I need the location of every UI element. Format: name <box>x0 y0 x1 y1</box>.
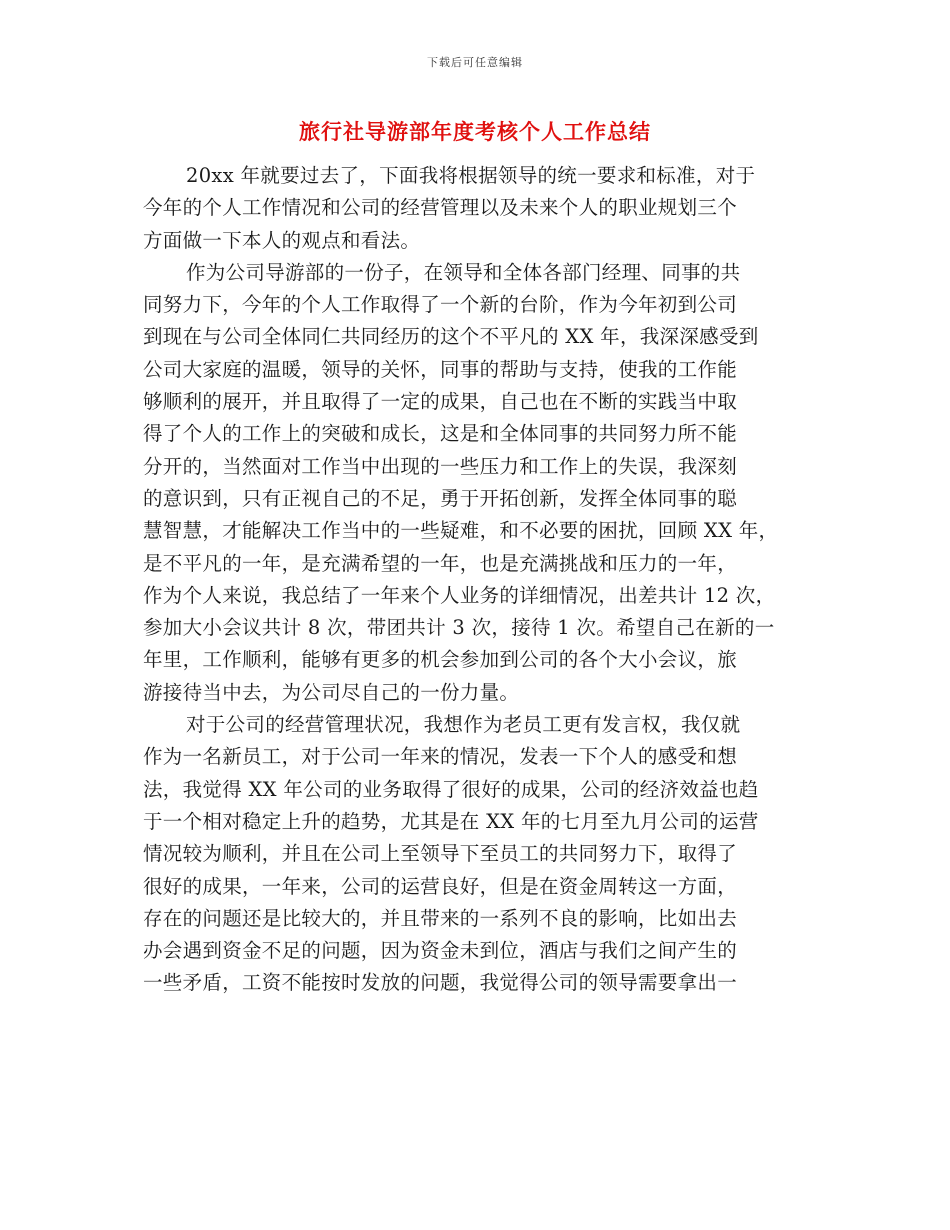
paragraph-3-line-3: 法，我觉得 XX 年公司的业务取得了很好的成果，公司的经济效益也趋 <box>143 777 759 801</box>
paragraph-2-line-13: 年里，工作顺利，能够有更多的机会参加到公司的各个大小会议，旅 <box>143 648 738 672</box>
document-body <box>143 160 810 1000</box>
paragraph-2-line-6: 得了个人的工作上的突破和成长，这是和全体同事的共同努力所不能 <box>143 422 738 446</box>
paragraph-2-line-1: 作为公司导游部的一份子，在领导和全体各部门经理、同事的共 <box>186 260 741 284</box>
paragraph-3-line-7: 存在的问题还是比较大的，并且带来的一系列不良的影响，比如出去 <box>143 906 738 930</box>
paragraph-3-line-2: 作为一名新员工，对于公司一年来的情况，发表一下个人的感受和想 <box>143 745 738 769</box>
paragraph-2-line-4: 公司大家庭的温暖，领导的关怀，同事的帮助与支持，使我的工作能 <box>143 357 738 381</box>
paragraph-3-line-6: 很好的成果，一年来，公司的运营良好，但是在资金周转这一方面， <box>143 874 738 898</box>
paragraph-2-line-8: 的意识到，只有正视自己的不足，勇于开拓创新，发挥全体同事的聪 <box>143 486 738 510</box>
paragraph-3-line-4: 于一个相对稳定上升的趋势，尤其是在 XX 年的七月至九月公司的运营 <box>143 809 759 833</box>
paragraph-3-line-9: 一些矛盾，工资不能按时发放的问题，我觉得公司的领导需要拿出一 <box>143 971 738 995</box>
paragraph-2-line-3: 到现在与公司全体同仁共同经历的这个不平凡的 XX 年，我深深感受到 <box>143 325 759 349</box>
paragraph-3-line-1: 对于公司的经营管理状况，我想作为老员工更有发言权，我仅就 <box>186 713 741 737</box>
paragraph-2-line-14: 游接待当中去，为公司尽自己的一份力量。 <box>143 680 520 704</box>
paragraph-2-line-5: 够顺利的展开，并且取得了一定的成果，自己也在不断的实践当中取 <box>143 390 738 414</box>
paragraph-2-line-10: 是不平凡的一年，是充满希望的一年，也是充满挑战和压力的一年， <box>143 551 738 575</box>
paragraph-2-line-12: 参加大小会议共计 8 次，带团共计 3 次，接待 1 次。希望自己在新的一 <box>143 616 775 640</box>
document-title: 旅行社导游部年度考核个人工作总结 <box>299 119 651 144</box>
paragraph-2-line-7: 分开的，当然面对工作当中出现的一些压力和工作上的失误，我深刻 <box>143 454 738 478</box>
paragraph-3-line-8: 办会遇到资金不足的问题，因为资金未到位，酒店与我们之间产生的 <box>143 939 738 963</box>
paragraph-1-line-2: 今年的个人工作情况和公司的经营管理以及未来个人的职业规划三个 <box>143 196 738 220</box>
paragraph-2-line-11: 作为个人来说，我总结了一年来个人业务的详细情况，出差共计 12 次， <box>143 583 776 607</box>
paragraph-2-line-2: 同努力下，今年的个人工作取得了一个新的台阶，作为今年初到公司 <box>143 293 738 317</box>
header-note: 下载后可任意编辑 <box>427 56 523 69</box>
paragraph-3-line-5: 情况较为顺利，并且在公司上至领导下至员工的共同努力下，取得了 <box>143 842 738 866</box>
paragraph-1-line-3: 方面做一下本人的观点和看法。 <box>143 228 421 252</box>
paragraph-1-line-1: 20xx 年就要过去了，下面我将根据领导的统一要求和标准，对于 <box>186 164 756 187</box>
paragraph-2-line-9: 慧智慧，才能解决工作当中的一些疑难，和不必要的困扰，回顾 XX 年， <box>143 519 779 543</box>
